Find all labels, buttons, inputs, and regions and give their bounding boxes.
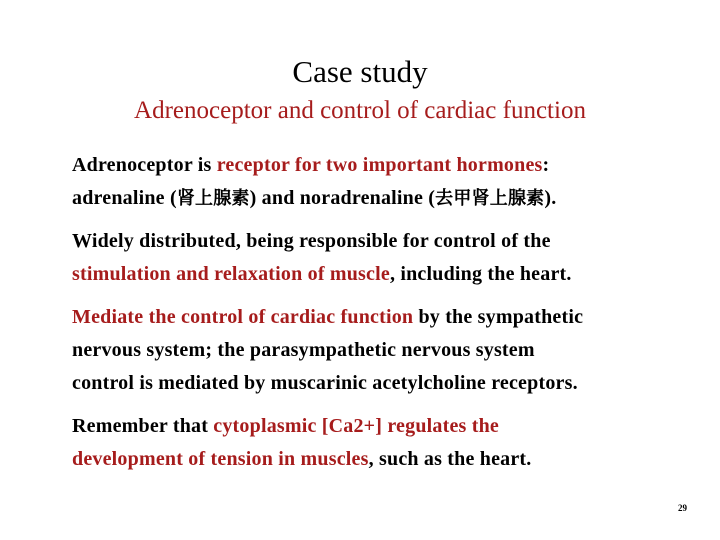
paragraph-line: Widely distributed, being responsible for control of the (72, 230, 551, 252)
highlight-text: development of tension in muscles (72, 448, 369, 470)
text-run: Remember that (72, 415, 214, 437)
paragraph-line (72, 149, 712, 182)
paragraph-line: nervous system; the parasympathetic nervous system (72, 339, 535, 361)
paragraph-line (72, 182, 712, 215)
chinese-term-noradrenaline: 去甲肾上腺素 (435, 188, 545, 209)
text-run: Adrenoceptor is (72, 154, 217, 176)
highlight-text: receptor for two important hormones (216, 154, 543, 176)
chinese-term-adrenaline: 肾上腺素 (176, 188, 250, 209)
highlight-text: stimulation and relaxation of muscle (72, 263, 390, 285)
paragraph-line: control is mediated by muscarinic acetylcholine receptors. (72, 372, 578, 394)
paragraph-adrenoceptor-definition (72, 149, 712, 215)
text-run: by the sympathetic (413, 306, 584, 328)
paragraph-line (72, 301, 712, 334)
paragraph-line (72, 258, 712, 291)
paragraph-calcium (72, 410, 712, 476)
text-run: ) and noradrenaline ( (249, 187, 436, 209)
page-number: 29 (678, 503, 687, 513)
slide-title: Case study (292, 54, 428, 89)
text-run: : (542, 154, 550, 176)
paragraph-line (72, 410, 712, 443)
text-run: , including the heart. (389, 263, 572, 285)
text-run: , such as the heart. (368, 448, 532, 470)
slide-subtitle: Adrenoceptor and control of cardiac function (134, 97, 586, 124)
slide-body (72, 149, 712, 486)
highlight-text: cytoplasmic [Ca2+] regulates the (213, 415, 499, 437)
highlight-text: Mediate the control of cardiac function (72, 306, 414, 328)
paragraph-distribution (72, 225, 712, 291)
text-run: adrenaline ( (72, 187, 177, 209)
paragraph-cardiac-control (72, 301, 712, 400)
text-run: ). (544, 187, 557, 209)
paragraph-line (72, 443, 712, 476)
